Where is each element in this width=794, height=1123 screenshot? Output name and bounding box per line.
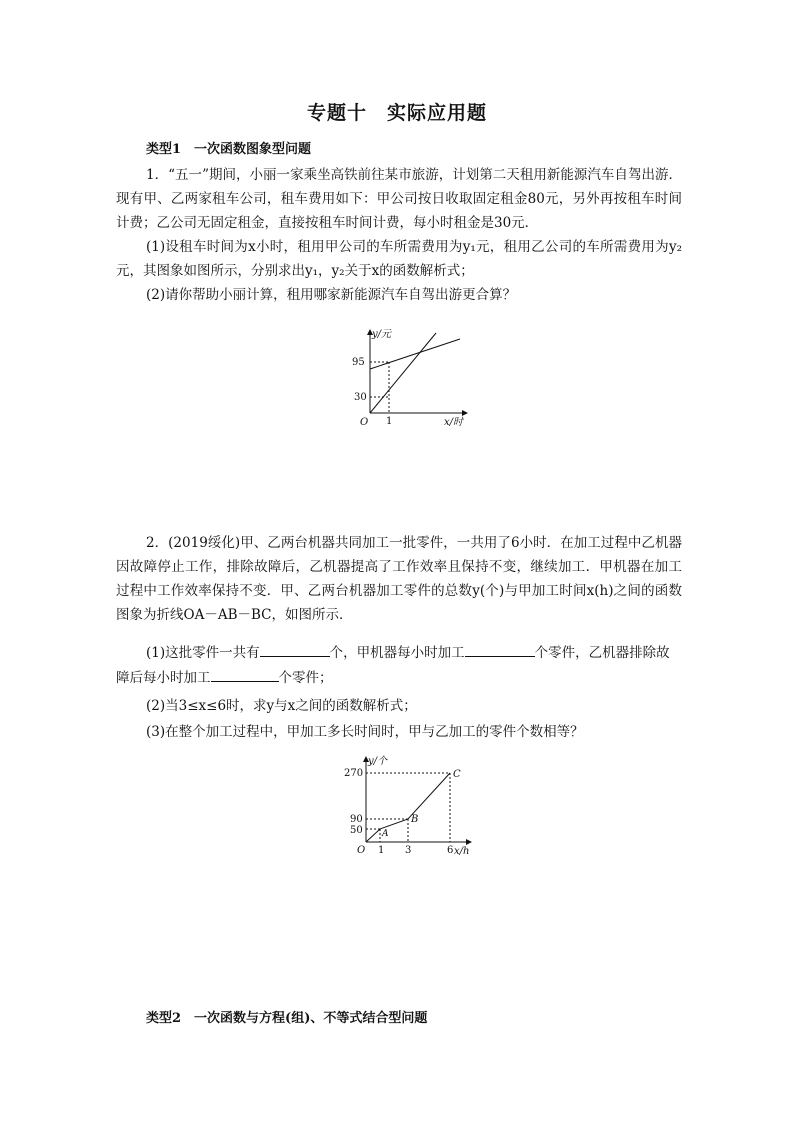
figure-1-ytick-30: 30 [354, 392, 367, 403]
figure-1-xtick-1: 1 [386, 416, 393, 427]
figure-2-xtick-1: 1 [378, 845, 385, 856]
question-2-part1 [116, 640, 682, 690]
figure-2-ytick-90: 90 [350, 814, 363, 825]
q2-part1-text-c: 个零件，乙机器排除故 [534, 645, 670, 661]
answer-blank-total[interactable] [260, 640, 330, 657]
figure-2-xtick-3: 3 [405, 845, 412, 856]
figure-2-point-B: B [411, 814, 419, 825]
x-axis-arrow-icon [466, 839, 472, 845]
figure-2-point-A: A [382, 829, 389, 839]
question-2-stem [116, 531, 682, 627]
figure-2-origin: O [357, 845, 366, 856]
question-1-part2: (2)请你帮助小丽计算，租用哪家新能源汽车自驾出游更合算？ [146, 287, 517, 303]
answer-blank-rate-a[interactable] [465, 640, 535, 657]
figure-2-ytick-50: 50 [350, 825, 363, 836]
question-1-text: 1．“五一”期间，小丽一家乘坐高铁前往某市旅游，计划第二天租用新能源汽车自驾出游．现有甲、乙两家租车公司，租车费用如下：甲公司按日收取固定租金80元，另外再按租车时间计费；乙公司无固定租金，直接按租车时间计费，每小时租金是30元． [116, 167, 682, 231]
figure-1-ylabel: y/元 [372, 329, 392, 340]
figure-2-ylabel: y/个 [368, 756, 388, 767]
answer-blank-rate-b[interactable] [211, 665, 279, 682]
line-y2 [370, 333, 436, 413]
q2-part1-text-a: (1)这批零件一共有 [146, 645, 260, 661]
x-axis-arrow-icon [462, 410, 468, 416]
figure-1-graph [340, 325, 470, 430]
page-title: 专题十 实际应用题 [306, 102, 487, 124]
figure-2-ytick-270: 270 [344, 768, 364, 779]
figure-1-ytick-95: 95 [352, 357, 365, 368]
figure-2-xlabel: x/h [454, 846, 470, 857]
q2-part1-text-b: 个，甲机器每小时加工 [329, 645, 465, 661]
question-2-part3: (3)在整个加工过程中，甲加工多长时间时，甲与乙加工的零件个数相等？ [146, 724, 584, 740]
section-heading-type2: 类型2 一次函数与方程(组)、不等式结合型问题 [146, 1011, 428, 1026]
question-1-stem [116, 163, 682, 307]
question-1-part1: (1)设租车时间为x小时，租用甲公司的车所需费用为y₁元，租用乙公司的车所需费用为y₂元，其图象如图所示，分别求出y₁，y₂关于x的函数解析式； [116, 239, 682, 279]
figure-2-graph [336, 750, 481, 860]
figure-2-point-C: C [453, 769, 461, 780]
line-y1 [370, 339, 460, 369]
q2-part1-text-e: 个零件； [278, 670, 333, 686]
figure-1-xlabel: x/时 [444, 417, 464, 428]
q2-part1-text-d: 障后每小时加工 [116, 670, 211, 686]
question-2-part2: (2)当3≤x≤6时，求y与x之间的函数解析式； [146, 698, 417, 714]
question-2-text: 2．(2019绥化)甲、乙两台机器共同加工一批零件，一共用了6小时．在加工过程中乙机器因故障停止工作，排除故障后，乙机器提高了工作效率且保持不变，继续加工．甲机器在加工过程中工作效率保持不变．甲、乙两台机器加工零件的总数y(个)与甲加工时间x(h)之间的函数图象为折线OA－AB－BC，如图所示． [116, 535, 682, 623]
figure-1-origin: O [360, 417, 369, 428]
figure-2-xtick-6: 6 [447, 845, 454, 856]
section-heading-type1: 类型1 一次函数图象型问题 [146, 142, 312, 157]
